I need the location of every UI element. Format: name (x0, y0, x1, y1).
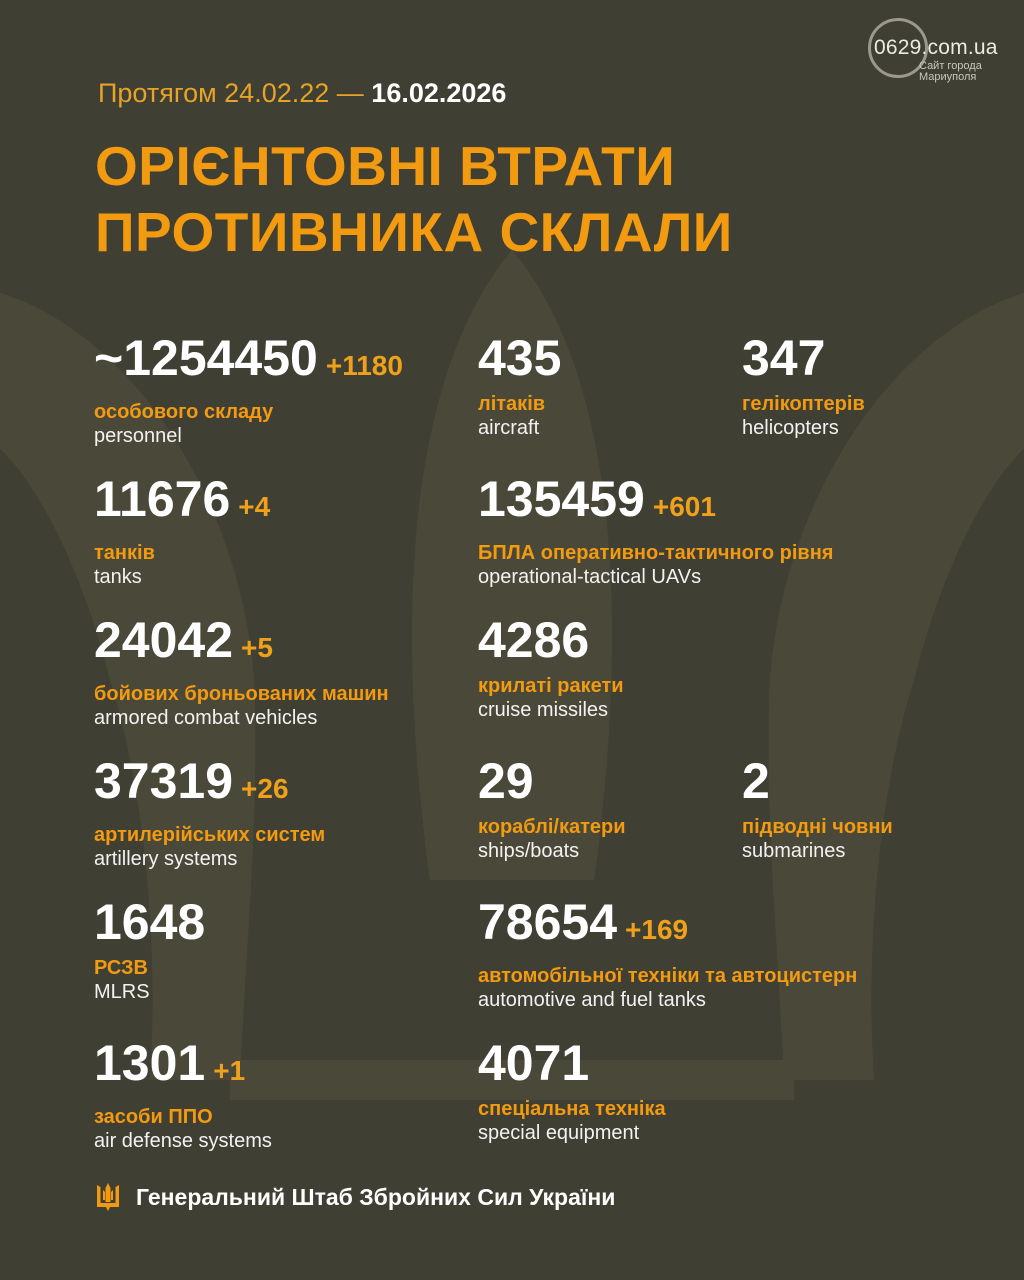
stat-tanks (94, 471, 270, 589)
stat-value: 135459 (478, 471, 645, 527)
stat-automotive (478, 894, 857, 1012)
site-watermark (866, 16, 1016, 86)
stat-delta: +4 (238, 491, 271, 522)
stat-delta: +26 (241, 773, 289, 804)
stat-value: 37319 (94, 753, 234, 809)
stat-aircraft (478, 330, 561, 440)
stat-label-en: artillery systems (94, 848, 238, 870)
period-to: 16.02.2026 (371, 78, 507, 108)
stat-armored-vehicles (94, 612, 389, 730)
stat-submarines (742, 753, 893, 863)
stat-value: 4286 (478, 612, 590, 668)
stat-air-defense (94, 1035, 272, 1153)
stat-label-ua: особового складу (94, 401, 274, 423)
stat-delta: +169 (625, 914, 689, 945)
stat-label-ua: танків (94, 542, 155, 564)
watermark-subtitle: Сайт города Мариуполя (919, 60, 982, 83)
stat-label-ua: крилаті ракети (478, 675, 624, 697)
stat-label-ua: БПЛА оперативно-тактичного рівня (478, 542, 834, 564)
page-title (95, 133, 733, 265)
stat-label-ua: бойових броньованих машин (94, 683, 389, 705)
stat-value: 1301 (94, 1035, 206, 1091)
period-range (98, 78, 506, 109)
stat-label-en: air defense systems (94, 1130, 272, 1152)
stat-value: 2 (742, 753, 770, 809)
title-line-2: ПРОТИВНИКА СКЛАЛИ (95, 201, 733, 263)
organization-name: Генеральний Штаб Збройних Сил України (136, 1184, 616, 1210)
stat-special-equipment (478, 1035, 666, 1145)
trident-icon (96, 1182, 120, 1212)
stat-artillery (94, 753, 325, 871)
stat-value: 4071 (478, 1035, 590, 1091)
stat-label-en: ships/boats (478, 840, 580, 862)
stat-value: 11676 (94, 471, 231, 527)
stat-delta: +1 (213, 1055, 246, 1086)
stat-cruise-missiles (478, 612, 624, 722)
stat-ships (478, 753, 626, 863)
stat-label-en: submarines (742, 840, 846, 862)
stat-label-en: aircraft (478, 417, 540, 439)
stat-delta: +1180 (325, 350, 403, 381)
stat-label-en: special equipment (478, 1122, 640, 1144)
stat-label-en: tanks (94, 566, 142, 588)
stat-label-en: cruise missiles (478, 699, 609, 721)
stat-value: 24042 (94, 612, 234, 668)
period-from: Протягом 24.02.22 — (98, 78, 364, 108)
stat-label-ua: спеціальна техніка (478, 1098, 666, 1120)
stat-label-ua: РСЗВ (94, 957, 148, 979)
stat-mlrs (94, 894, 205, 1004)
stat-personnel (94, 330, 403, 448)
stat-value: 29 (478, 753, 534, 809)
title-line-1: ОРІЄНТОВНІ ВТРАТИ (95, 135, 676, 197)
stat-label-ua: засоби ППО (94, 1106, 213, 1128)
stat-value: 1648 (94, 894, 206, 950)
stat-label-ua: літаків (478, 393, 546, 415)
stat-label-en: automotive and fuel tanks (478, 989, 706, 1011)
stat-label-en: helicopters (742, 417, 839, 439)
stat-value: 78654 (478, 894, 618, 950)
watermark-domain: 0629.com.ua (874, 36, 998, 59)
stat-label-en: personnel (94, 425, 182, 447)
stat-label-en: operational-tactical UAVs (478, 566, 702, 588)
stat-label-ua: гелікоптерів (742, 393, 865, 415)
stat-label-ua: артилерійських систем (94, 824, 326, 846)
stat-label-ua: автомобільної техніки та автоцистерн (478, 965, 858, 987)
stat-label-en: MLRS (94, 981, 150, 1003)
stat-label-ua: кораблі/катери (478, 816, 626, 838)
stat-delta: +601 (652, 491, 716, 522)
stat-value: 347 (742, 330, 826, 386)
stat-value: 435 (478, 330, 562, 386)
stat-label-ua: підводні човни (742, 816, 893, 838)
stat-helicopters (742, 330, 865, 440)
stat-uavs (478, 471, 833, 589)
stat-value: ~1254450 (94, 330, 318, 386)
stat-label-en: armored combat vehicles (94, 707, 318, 729)
stat-delta: +5 (241, 632, 273, 663)
